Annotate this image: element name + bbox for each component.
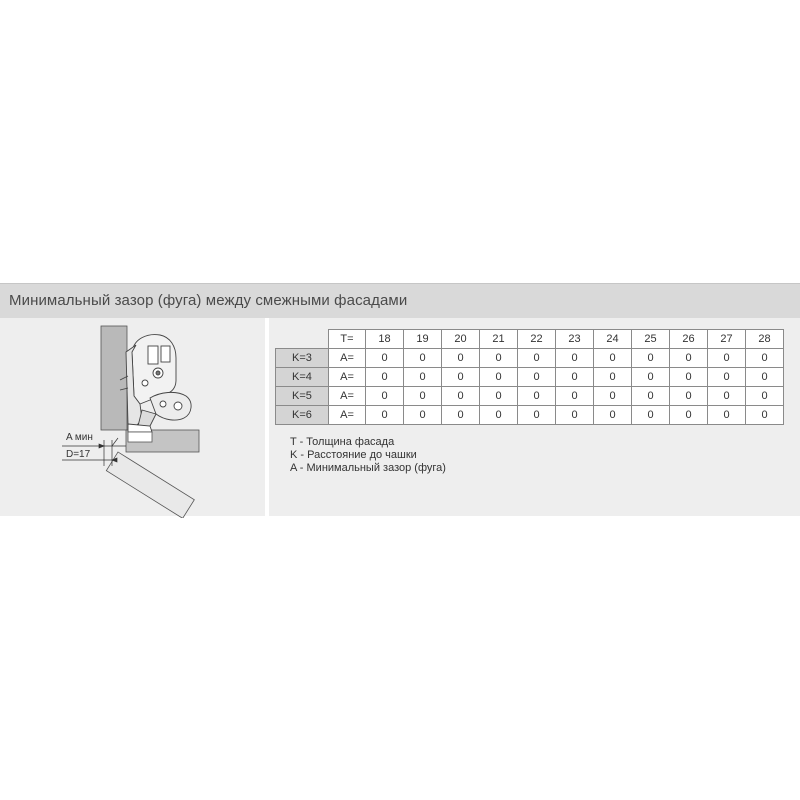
value-cell: 0 xyxy=(594,368,632,387)
a-label-cell: A= xyxy=(329,368,366,387)
a-label-cell: A= xyxy=(329,406,366,425)
value-cell: 0 xyxy=(556,368,594,387)
value-cell: 0 xyxy=(518,406,556,425)
door-panel xyxy=(106,452,194,518)
t-label-cell: T= xyxy=(329,330,366,349)
value-cell: 0 xyxy=(632,387,670,406)
value-cell: 0 xyxy=(442,349,480,368)
value-cell: 0 xyxy=(442,406,480,425)
table-row xyxy=(276,387,784,406)
value-cell: 0 xyxy=(366,406,404,425)
value-cell: 0 xyxy=(404,406,442,425)
table-row xyxy=(276,349,784,368)
value-cell: 0 xyxy=(442,368,480,387)
thickness-cell: 23 xyxy=(556,330,594,349)
value-cell: 0 xyxy=(746,387,784,406)
table-header-row xyxy=(276,330,784,349)
thickness-cell: 20 xyxy=(442,330,480,349)
value-cell: 0 xyxy=(366,387,404,406)
legend-item: K - Расстояние до чашки xyxy=(290,449,417,461)
thickness-cell: 27 xyxy=(708,330,746,349)
legend-item: T - Толщина фасада xyxy=(290,436,395,448)
thickness-cell: 19 xyxy=(404,330,442,349)
value-cell: 0 xyxy=(746,368,784,387)
value-cell: 0 xyxy=(404,387,442,406)
value-cell: 0 xyxy=(480,406,518,425)
value-cell: 0 xyxy=(746,406,784,425)
thickness-cell: 28 xyxy=(746,330,784,349)
value-cell: 0 xyxy=(366,368,404,387)
value-cell: 0 xyxy=(556,387,594,406)
value-cell: 0 xyxy=(518,387,556,406)
value-cell: 0 xyxy=(404,368,442,387)
value-cell: 0 xyxy=(670,406,708,425)
d-label: D=17 xyxy=(66,449,91,460)
value-cell: 0 xyxy=(480,387,518,406)
thickness-cell: 24 xyxy=(594,330,632,349)
value-cell: 0 xyxy=(518,368,556,387)
value-cell: 0 xyxy=(480,368,518,387)
value-cell: 0 xyxy=(632,406,670,425)
a-label-cell: A= xyxy=(329,387,366,406)
value-cell: 0 xyxy=(556,406,594,425)
value-cell: 0 xyxy=(480,349,518,368)
corner-cell xyxy=(276,330,329,349)
legend xyxy=(290,436,446,475)
value-cell: 0 xyxy=(670,387,708,406)
value-cell: 0 xyxy=(632,368,670,387)
value-cell: 0 xyxy=(708,349,746,368)
value-cell: 0 xyxy=(746,349,784,368)
value-cell: 0 xyxy=(518,349,556,368)
hinge-cup xyxy=(128,432,152,442)
thickness-cell: 18 xyxy=(366,330,404,349)
value-cell: 0 xyxy=(594,406,632,425)
value-cell: 0 xyxy=(366,349,404,368)
k-cell: K=5 xyxy=(276,387,329,406)
value-cell: 0 xyxy=(632,349,670,368)
gap-table xyxy=(275,329,784,425)
value-cell: 0 xyxy=(594,387,632,406)
value-cell: 0 xyxy=(594,349,632,368)
a-label-cell: A= xyxy=(329,349,366,368)
value-cell: 0 xyxy=(404,349,442,368)
k-cell: K=6 xyxy=(276,406,329,425)
hinge-diagram xyxy=(0,0,265,518)
table-row xyxy=(276,368,784,387)
value-cell: 0 xyxy=(708,406,746,425)
value-cell: 0 xyxy=(708,387,746,406)
k-cell: K=4 xyxy=(276,368,329,387)
a-min-label: A мин xyxy=(66,432,93,443)
thickness-cell: 21 xyxy=(480,330,518,349)
value-cell: 0 xyxy=(556,349,594,368)
value-cell: 0 xyxy=(670,368,708,387)
hinge-mechanism xyxy=(120,335,191,432)
section-title: Минимальный зазор (фуга) между смежными фасадами xyxy=(9,292,408,309)
value-cell: 0 xyxy=(708,368,746,387)
thickness-cell: 22 xyxy=(518,330,556,349)
k-cell: K=3 xyxy=(276,349,329,368)
legend-item: A - Минимальный зазор (фуга) xyxy=(290,462,446,474)
table-row xyxy=(276,406,784,425)
value-cell: 0 xyxy=(442,387,480,406)
thickness-cell: 26 xyxy=(670,330,708,349)
thickness-cell: 25 xyxy=(632,330,670,349)
value-cell: 0 xyxy=(670,349,708,368)
